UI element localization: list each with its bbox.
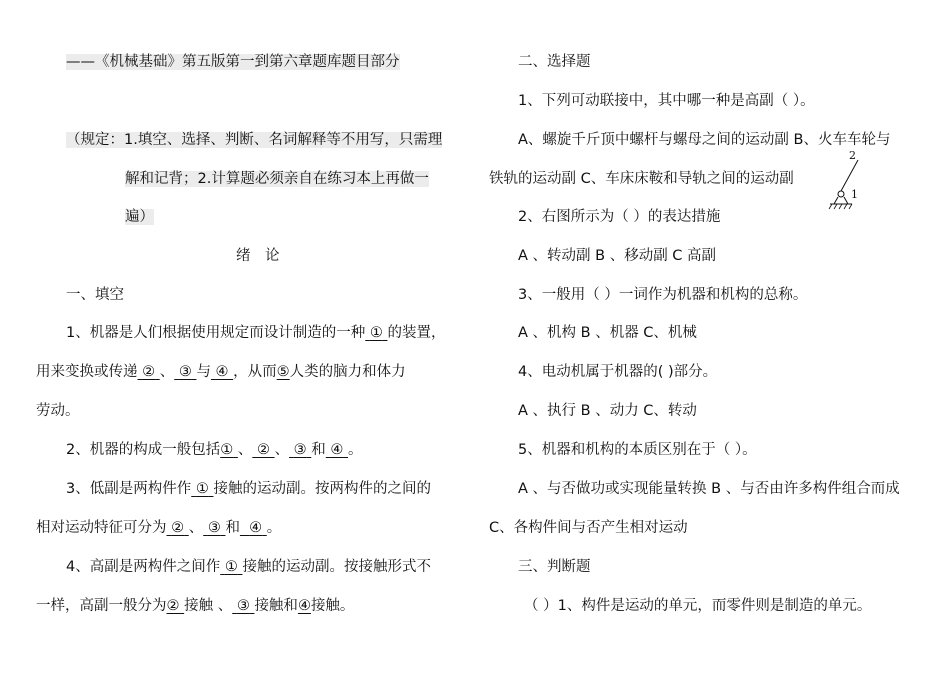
document-title: ——《机械基础》第五版第一到第六章题库题目部分 (66, 54, 400, 70)
choice-q1: 1、下列可动联接中，其中哪一种是高副（ ）。 (518, 93, 815, 109)
ground-hatch (849, 204, 852, 209)
blank: ① (195, 481, 209, 497)
rules-line-2: 解和记背；2.计算题必须亲自在练习本上再做一 (125, 171, 429, 187)
choice-q5-options-line-2: C、各构件间与否产生相对运动 (489, 520, 688, 536)
choice-q1-options-line-1: A、螺旋千斤顶中螺杆与螺母之间的运动副 B、火车车轮与 (518, 132, 891, 148)
blank: ④ (297, 598, 311, 614)
choice-q2-options: A 、转动副 B 、移动副 C 高副 (518, 248, 717, 264)
blank: ③ (178, 364, 192, 380)
ground-hatch (839, 204, 842, 209)
blank: ② (256, 442, 270, 458)
q1-line-1: 1、机器是人们根据使用规定而设计制造的一种 ① 的装置， (66, 325, 446, 341)
blank: ② (171, 520, 185, 536)
section-judge-heading: 三、判断题 (518, 559, 591, 575)
choice-q1-options-line-2: 铁轨的运动副 C、车床床鞍和导轨之间的运动副 (489, 171, 794, 187)
q1-line-3: 劳动。 (36, 403, 80, 419)
blank: ③ (293, 442, 307, 458)
blank: ④ (249, 520, 263, 536)
q2-line-1: 2、机器的构成一般包括① 、 ② 、 ③ 和 ④ 。 (66, 442, 363, 458)
blank: ① (220, 442, 234, 458)
q1-line-2: 用来变换或传递 ② 、 ③ 与 ④ ，从而⑤人类的脑力和体力 (36, 364, 406, 380)
choice-q2: 2、右图所示为（ ）的表达措施 (518, 209, 721, 225)
blank: ① (369, 325, 383, 341)
q4-line-1: 4、高副是两构件之间作 ① 接触的运动副。按接触形式不 (66, 559, 431, 575)
blank: ③ (207, 520, 221, 536)
choice-q3: 3、一般用（ ）一词作为机器和机构的总称。 (518, 287, 808, 303)
label-link-1: 1 (851, 188, 858, 201)
section-fill-heading: 一、填空 (66, 287, 124, 303)
q3-line-2: 相对运动特征可分为 ② 、 ③ 和 ④ 。 (36, 520, 282, 536)
choice-q5-options-line-1: A 、与否做功或实现能量转换 B 、与否由许多构件组合而成 (518, 481, 900, 497)
ground-hatch (829, 204, 832, 209)
kinematic-pair-diagram (826, 146, 866, 216)
link-bar (841, 160, 858, 191)
q3-line-1: 3、低副是两构件作 ① 接触的运动副。按两构件的之间的 (66, 481, 431, 497)
ground-hatch (834, 204, 837, 209)
blank: ① (224, 559, 238, 575)
rules-line-3: 遍） (125, 209, 154, 225)
revolute-pair-figure (826, 146, 866, 216)
blank: ② (142, 364, 156, 380)
blank: ④ (330, 442, 344, 458)
choice-q4-options: A 、执行 B 、动力 C、转动 (518, 403, 697, 419)
judge-q1: （ ）1、构件是运动的单元，而零件则是制造的单元。 (524, 598, 872, 614)
intro-heading: 绪 论 (236, 248, 280, 264)
support-left (834, 197, 838, 204)
choice-q4: 4、电动机属于机器的( )部分。 (518, 364, 718, 380)
ground-hatch (844, 204, 847, 209)
label-link-2: 2 (849, 149, 856, 162)
support-right (844, 197, 848, 204)
choice-q5: 5、机器和机构的本质区别在于（ ）。 (518, 442, 757, 458)
blank: ③ (236, 598, 250, 614)
choice-q3-options: A 、机构 B 、机器 C、机械 (518, 325, 697, 341)
section-choice-heading: 二、选择题 (518, 54, 591, 70)
pivot-joint (838, 191, 844, 197)
rules-line-1: （规定：1.填空、选择、判断、名词解释等不用写，只需理 (66, 132, 443, 148)
blank: ② (166, 598, 180, 614)
blank: ⑤ (276, 364, 290, 380)
blank: ④ (215, 364, 229, 380)
q4-line-2: 一样，高副一般分为② 接触 、 ③ 接触和④接触。 (36, 598, 355, 614)
